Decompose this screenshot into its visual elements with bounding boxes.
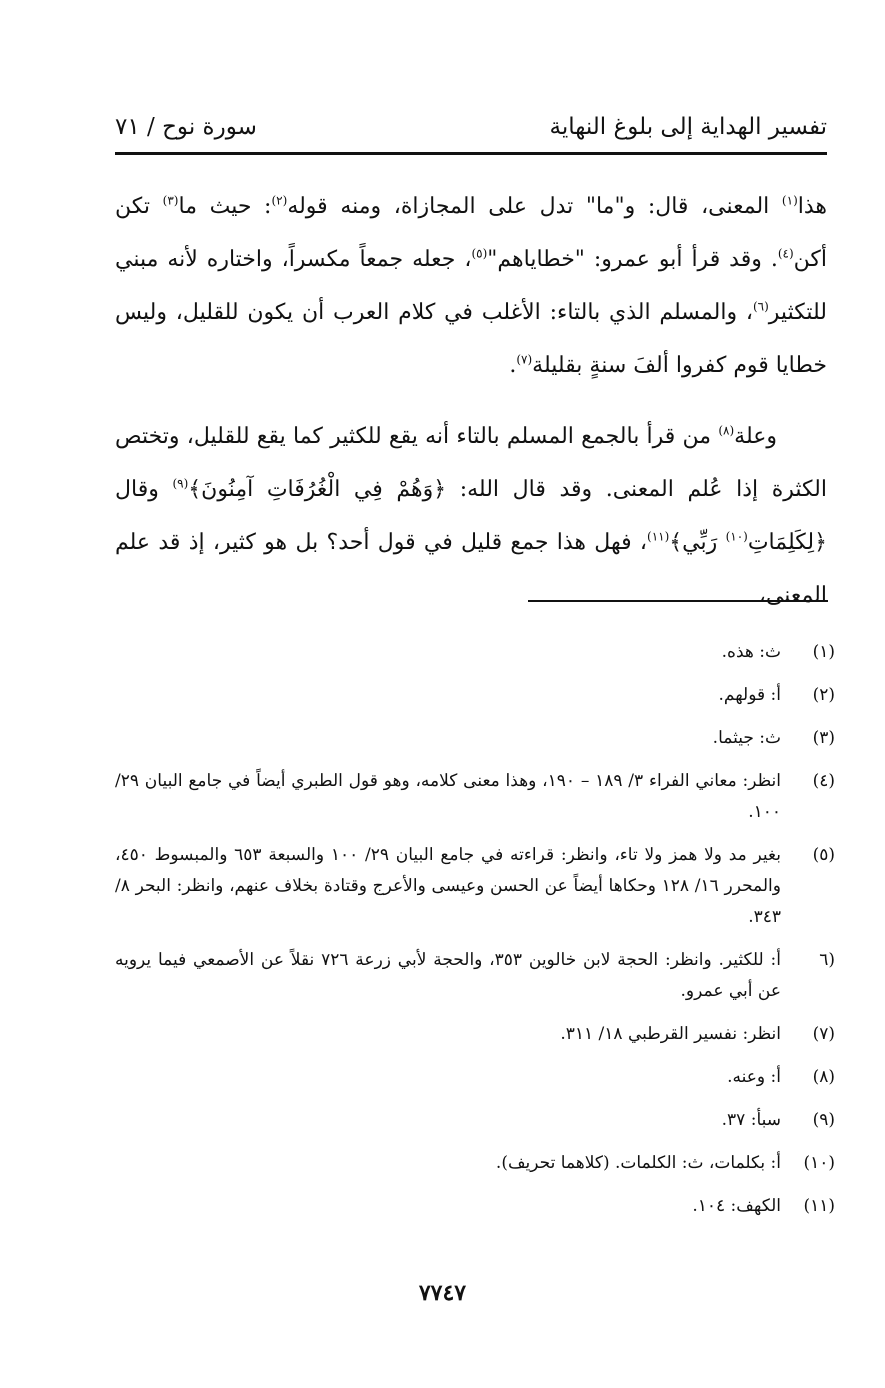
footnote-item	[115, 723, 835, 754]
footnote-marker: (١)	[781, 193, 798, 208]
text-run: من قرأ بالجمع المسلم بالتاء أنه يقع للكثير كما يقع للقليل، وتختص الكثرة إذا عُلم المعنى. وقد قال الله: ﴿وَهُمْ فِي الْغُرُفَاتِ آمِنُونَ﴾	[115, 424, 827, 502]
footnote-marker: (٩)	[172, 476, 189, 491]
running-header	[115, 112, 827, 155]
footnote-number: (٤)	[812, 771, 835, 791]
footnote-text: ث: هذه.	[721, 642, 781, 662]
footnote-number: (٩)	[812, 1110, 835, 1130]
footnote-marker: (٦)	[752, 299, 769, 314]
footnote-text: ث: جيثما.	[712, 728, 781, 748]
chapter-title: سورة نوح / ٧١	[115, 114, 257, 140]
footnote-item	[115, 1191, 835, 1222]
page-number: ٧٧٤٧	[418, 1280, 467, 1306]
text-run: وعلة	[734, 424, 777, 449]
footnote-number: (٢)	[812, 685, 835, 705]
footnote-text: أ: وعنه.	[727, 1067, 781, 1087]
footnote-item	[115, 1019, 835, 1050]
footnote-item	[115, 766, 835, 828]
footnote-text: أ: للكثير. وانظر: الحجة لابن خالوين ٣٥٣، والحجة لأبي زرعة ٧٢٦ نقلاً عن الأصمعي فيما يرويه عن أبي عمرو.	[115, 950, 781, 1001]
footnote-marker: (٨)	[718, 423, 735, 438]
footnote-text: انظر: معاني الفراء ٣/ ١٨٩ – ١٩٠، وهذا معنى كلامه، وهو قول الطبري أيضاً في جامع البيان ٢٩/ ١٠٠.	[115, 771, 781, 822]
text-run: هذا	[797, 194, 828, 219]
footnote-number: (٣)	[812, 728, 835, 748]
footnote-marker: (٧)	[516, 352, 533, 367]
text-run: وقال ﴿لِكَلِمَاتِ	[115, 477, 827, 555]
footnote-marker: (٤)	[777, 246, 794, 261]
footnote-item	[115, 1062, 835, 1093]
text-run: ، والمسلم الذي بالتاء: الأغلب في كلام العرب أن يكون للقليل، وليس خطايا قوم كفروا ألفَ سنةٍ بقليلة	[115, 300, 827, 378]
footnote-text: بغير مد ولا همز ولا تاء، وانظر: قراءته في جامع البيان ٢٩/ ١٠٠ والسبعة ٦٥٣ والمبسوط ٤٥٠، والمحرر ١٦/ ١٢٨ وحكاها أيضاً عن الحسن وعيسى والأعرج وقتادة بخلاف عنهم، وانظر: البحر ٨/ ٣٤٣.	[115, 845, 781, 927]
text-run: ، جعله جمعاً مكسراً، واختاره لأنه مبني للتكثير	[115, 247, 827, 325]
text-run: . وقد قرأ أبو عمرو: "خطاياهم"	[487, 247, 778, 272]
footnote-number: (١٠)	[803, 1153, 835, 1173]
main-text	[115, 180, 827, 622]
footnote-number: (١١)	[803, 1196, 835, 1216]
footnote-marker: (١٠)	[725, 529, 748, 544]
footnote-number: (٧)	[812, 1024, 835, 1044]
footnote-item	[115, 637, 835, 668]
text-run: .	[509, 353, 517, 378]
footnote-text: الكهف: ١٠٤.	[692, 1196, 781, 1216]
text-run: تكن أكن	[115, 194, 827, 272]
footnote-text: انظر: نفسير القرطبي ١٨/ ٣١١.	[560, 1024, 781, 1044]
footnotes-list	[115, 637, 835, 1234]
text-run: رَبِّي﴾	[669, 530, 726, 555]
footnote-marker: (١١)	[647, 529, 670, 544]
paragraph-2	[115, 410, 827, 622]
footnote-item	[115, 680, 835, 711]
footnote-marker: (٥)	[471, 246, 488, 261]
footnote-text: أ: بكلمات، ث: الكلمات. (كلاهما تحريف).	[495, 1153, 781, 1173]
footnote-divider	[528, 600, 828, 602]
footnote-number: (١)	[812, 642, 835, 662]
footnote-item	[115, 945, 835, 1007]
footnote-number: (٦	[819, 950, 835, 970]
footnote-item	[115, 1105, 835, 1136]
footnote-marker: (٢)	[271, 193, 288, 208]
text-run: ، فهل هذا جمع قليل في قول أحد؟ بل هو كثير، إذ قد علم المعنى،	[115, 530, 827, 608]
paragraph-1	[115, 180, 827, 392]
footnote-number: (٥)	[812, 845, 835, 865]
footnote-item	[115, 840, 835, 933]
book-title: تفسير الهداية إلى بلوغ النهاية	[549, 114, 827, 140]
text-run: : حيث ما	[178, 194, 272, 219]
text-run: المعنى، قال: و"ما" تدل على المجازاة، ومنه قوله	[287, 194, 782, 219]
footnote-text: أ: قولهم.	[718, 685, 781, 705]
footnote-text: سبأ: ٣٧.	[721, 1110, 781, 1130]
footnote-marker: (٣)	[162, 193, 179, 208]
footnote-number: (٨)	[812, 1067, 835, 1087]
footnote-item	[115, 1148, 835, 1179]
